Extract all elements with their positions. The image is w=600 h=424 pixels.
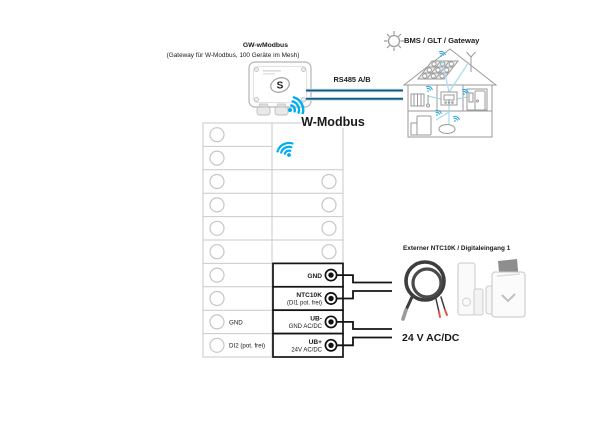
device-subtitle: (Gateway für W-Modbus, 100 Geräte im Mesh) <box>166 52 300 59</box>
rs485-bus-lines <box>306 91 403 99</box>
bms-label: BMS / GLT / Gateway <box>404 36 480 45</box>
wmodbus-label: W-Modbus <box>301 115 365 129</box>
terminal-label-ub-plus: UB+ <box>308 339 322 346</box>
rs485-label: RS485 A/B <box>333 75 371 84</box>
external-input-label: Externer NTC10K / Digitaleingang 1 <box>403 245 511 252</box>
terminal-sublabel-24v-acdc: 24V AC/DC <box>291 347 322 354</box>
house-illustration <box>404 49 496 137</box>
terminal-label-ntc10k: NTC10K <box>296 292 322 299</box>
card-switch-image <box>492 259 525 317</box>
terminal-label-gnd: GND <box>307 272 322 280</box>
temperature-probe-image <box>403 262 447 319</box>
device-title: GW-wModbus <box>242 42 288 49</box>
terminal-label-ub-minus: UB- <box>310 315 322 323</box>
left-label-di2: DI2 (pot. frei) <box>229 342 266 350</box>
sun-icon <box>384 31 404 51</box>
terminal-sublabel-gnd-acdc: GND AC/DC <box>288 324 322 330</box>
terminal-wires <box>337 275 392 345</box>
terminal-sublabel-di1: (DI1 pot. frei) <box>286 300 322 307</box>
power-label: 24 V AC/DC <box>402 332 460 344</box>
door-contact-image <box>458 263 494 315</box>
left-label-gnd: GND <box>229 319 243 327</box>
device-logo: S <box>276 80 284 92</box>
